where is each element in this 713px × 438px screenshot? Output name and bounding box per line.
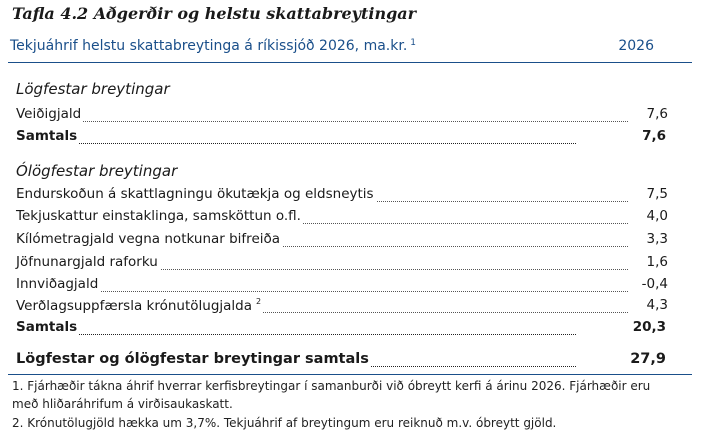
- grand-total-row: [16, 351, 666, 371]
- row-value: 4,3: [646, 297, 668, 313]
- row-value: 7,6: [646, 106, 668, 122]
- table-title: Tafla 4.2 Aðgerðir og helstu skattabreytingar: [12, 4, 417, 23]
- footnote-1-line-1: 1. Fjárhæðir tákna áhrif hverrar kerfisbreytingar í samanburði við óbreytt kerfi á árinu 2026. Fjárhæðir eru: [12, 379, 651, 393]
- table-row: [16, 106, 668, 126]
- footnote-marker: 2: [256, 297, 262, 306]
- row-label: Innviðagjald: [16, 276, 99, 292]
- table-row: [16, 254, 668, 274]
- footer-divider: [8, 374, 692, 375]
- row-value: 3,3: [646, 231, 668, 247]
- footnote-marker: 1: [410, 38, 416, 48]
- row-label: Endurskoðun á skattlagningu ökutækja og eldsneytis: [16, 186, 374, 202]
- table-row: [16, 297, 668, 317]
- row-value: 7,5: [646, 186, 668, 202]
- header-divider: [8, 62, 692, 63]
- row-value: 20,3: [632, 319, 666, 335]
- table-row: [16, 186, 668, 206]
- row-value: 4,0: [646, 208, 668, 224]
- header-label: Tekjuáhrif helstu skattabreytinga á ríkissjóð 2026, ma.kr. $^1$: [10, 38, 416, 54]
- table-row: [16, 208, 668, 228]
- table-header: [8, 36, 692, 60]
- footnote-2: 2. Krónutölugjöld hækka um 3,7%. Tekjuáhrif af breytingum eru reiknuð m.v. óbreytt gjöld.: [12, 416, 557, 430]
- table-row: [16, 276, 668, 296]
- subtotal-row-legislated: [16, 128, 666, 148]
- row-value: 7,6: [642, 128, 666, 144]
- row-label: Tekjuskattur einstaklinga, samsköttun o.fl.: [16, 208, 301, 224]
- row-label: Samtals: [16, 319, 78, 335]
- row-label: Samtals: [16, 128, 78, 144]
- row-label: Veiðigjald: [16, 106, 82, 122]
- row-value: 1,6: [646, 254, 668, 270]
- section-heading-unlegislated: Ólögfestar breytingar: [16, 162, 178, 180]
- table-row: [16, 231, 668, 251]
- section-heading-legislated: Lögfestar breytingar: [16, 80, 170, 98]
- row-value: -0,4: [641, 276, 668, 292]
- row-label: Kílómetragjald vegna notkunar bifreiða: [16, 231, 281, 247]
- row-label: Lögfestar og ólögfestar breytingar samtals: [16, 351, 369, 367]
- row-label: Verðlagsuppfærsla krónutölugjalda $^2$: [16, 297, 262, 314]
- subtotal-row-unlegislated: [16, 319, 666, 339]
- row-value: 27,9: [630, 351, 666, 367]
- header-year: 2026: [618, 38, 654, 54]
- row-label: Jöfnunargjald raforku: [16, 254, 158, 270]
- footnote-1-line-2: með hliðaráhrifum á virðisaukaskatt.: [12, 397, 233, 411]
